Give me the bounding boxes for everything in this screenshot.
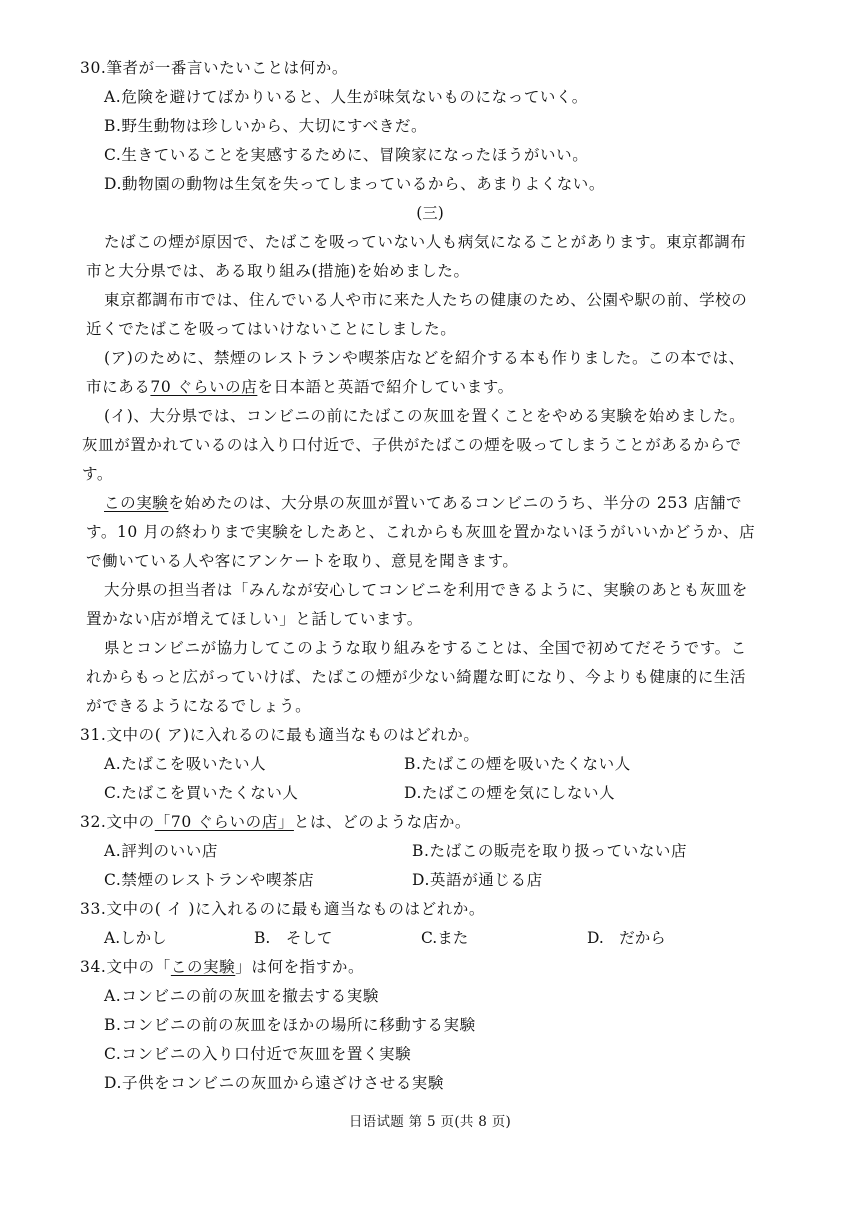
q32-option-d: D.英語が通じる店	[412, 871, 543, 889]
q32-option-c: C.禁煙のレストランや喫茶店	[104, 871, 315, 889]
q30-option-b: B.野生動物は珍しいから、大切にすべきだ。	[104, 117, 428, 135]
passage-p2-line1: 東京都調布市では、住んでいる人や市に来た人たちの健康のため、公園や駅の前、学校の	[104, 291, 748, 309]
passage-p7-line1: 県とコンビニが協力してこのような取り組みをすることは、全国で初めてだそうです。こ	[104, 639, 747, 657]
q31-option-d: D.たばこの煙を気にしない人	[404, 784, 616, 802]
q34-stem-pre: 34.文中の「	[80, 958, 171, 976]
passage-p4-line1: (イ)、大分県では、コンビニの前にたばこの灰皿を置くことをやめる実験を始めました。	[104, 407, 746, 425]
q30-option-a: A.危険を避けてばかりいると、人生が味気ないものになっていく。	[104, 88, 588, 106]
q34-option-d: D.子供をコンビニの灰皿から遠ざけさせる実験	[104, 1074, 445, 1092]
q31-option-a: A.たばこを吸いたい人	[104, 755, 267, 773]
q32-stem-post: とは、どのような店か。	[293, 813, 472, 831]
passage-p4-line3: す。	[82, 465, 113, 483]
q34-stem	[80, 957, 364, 977]
passage-underline-this-experiment: この実験	[104, 494, 169, 512]
passage-p7-line3: ができるようになるでしょう。	[86, 697, 312, 715]
q34-option-c: C.コンビニの入り口付近で灰皿を置く実験	[104, 1045, 412, 1063]
passage-p3-line2	[86, 377, 514, 397]
passage-p3-line1: (ア)のために、禁煙のレストランや喫茶店などを紹介する本も作りました。この本では、	[104, 349, 745, 367]
passage-p1-line2: 市と大分県では、ある取り組み(措施)を始めました。	[86, 262, 470, 280]
q31-option-b: B.たばこの煙を吸いたくない人	[404, 755, 631, 773]
q34-stem-underline: この実験	[170, 958, 236, 976]
q32-option-a: A.評判のいい店	[104, 842, 218, 860]
q34-stem-post: 」は何を指すか。	[235, 958, 365, 976]
q33-stem: 33.文中の( イ )に入れるのに最も適当なものはどれか。	[80, 900, 485, 918]
passage-p5-line3: で働いている人や客にアンケートを取り、意見を聞きます。	[86, 552, 519, 570]
q30-option-c: C.生きていることを実感するために、冒険家になったほうがいい。	[104, 146, 589, 164]
q32-stem	[80, 812, 471, 832]
q33-option-b: B. そして	[254, 929, 333, 947]
q33-option-d: D. だから	[587, 929, 666, 947]
passage-p4-line2: 灰皿が置かれているのは入り口付近で、子供がたばこの煙を吸ってしまうことがあるからで	[82, 436, 742, 454]
passage-p5-line2: す。10 月の終わりまで実験をしたあと、これからも灰皿を置かないほうがいいかどうか、店	[86, 523, 756, 541]
q30-stem: 30.筆者が一番言いたいことは何か。	[80, 59, 348, 77]
q31-stem: 31.文中の( ア)に入れるのに最も適当なものはどれか。	[80, 726, 480, 744]
passage-p6-line1: 大分県の担当者は「みんなが安心してコンビニを利用できるように、実験のあとも灰皿を	[104, 581, 749, 599]
passage-p5-line1	[104, 493, 742, 513]
q34-option-a: A.コンビニの前の灰皿を撤去する実験	[104, 987, 379, 1005]
q33-option-a: A.しかし	[104, 929, 167, 947]
passage-p3-pre: 市にある	[86, 378, 151, 396]
passage-p6-line2: 置かない店が増えてほしい」と話しています。	[86, 610, 423, 628]
passage-p3-post: を日本語と英語で紹介しています。	[257, 378, 514, 396]
q30-option-d: D.動物園の動物は生気を失ってしまっているから、あまりよくない。	[104, 175, 606, 193]
section-title: (三)	[416, 204, 444, 222]
passage-p7-line2: れからもっと広がっていけば、たばこの煙が少ない綺麗な町になり、今よりも健康的に生活	[86, 668, 747, 686]
passage-p2-line2: 近くでたばこを吸ってはいけないことにしました。	[86, 320, 457, 338]
passage-p1-line1: たばこの煙が原因で、たばこを吸っていない人も病気になることがあります。東京都調布	[104, 233, 747, 251]
q32-option-b: B.たばこの販売を取り扱っていない店	[412, 842, 688, 860]
passage-underline-70-shops: 70 ぐらいの店	[150, 378, 258, 396]
passage-p5-rest: を始めたのは、大分県の灰皿が置いてあるコンビニのうち、半分の 253 店舗で	[168, 494, 743, 512]
page-footer: 日语试题 第 5 页(共 8 页)	[348, 1114, 512, 1130]
q31-option-c: C.たばこを買いたくない人	[104, 784, 299, 802]
q33-option-c: C.また	[421, 929, 469, 947]
q32-stem-underline: 「70 ぐらいの店」	[154, 813, 294, 831]
q34-option-b: B.コンビニの前の灰皿をほかの場所に移動する実験	[104, 1016, 476, 1034]
q32-stem-pre: 32.文中の	[80, 813, 155, 831]
